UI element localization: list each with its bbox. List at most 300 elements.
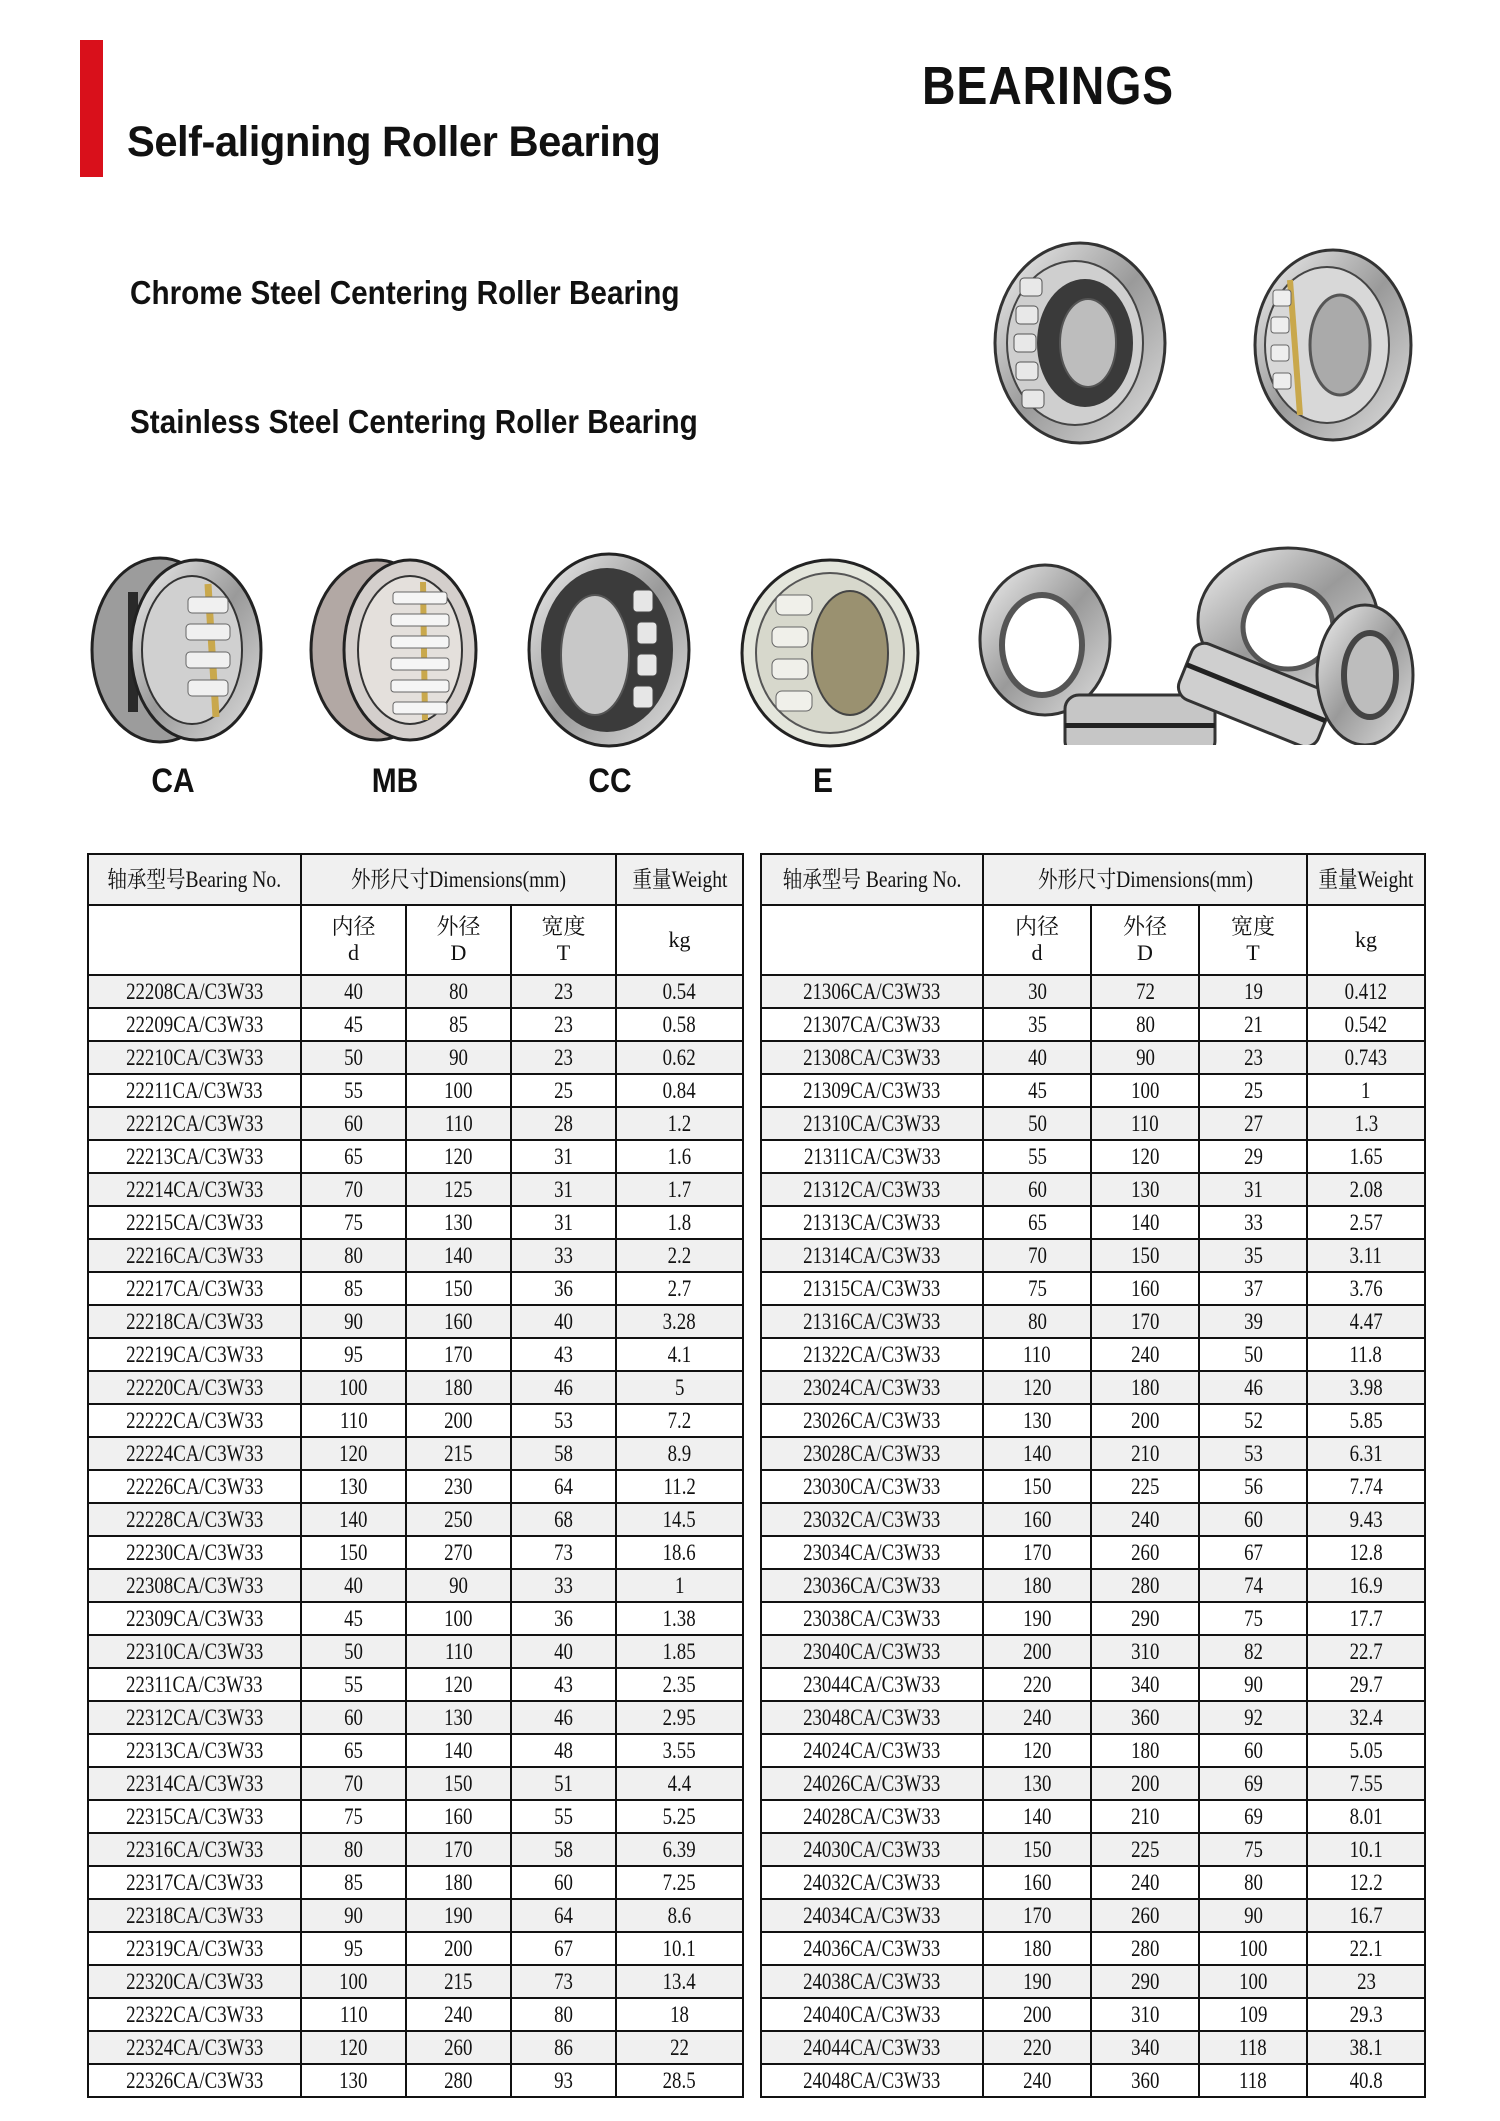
cell-bearing-no: 22322CA/C3W33 — [88, 1998, 301, 2031]
table-row — [88, 2064, 743, 2097]
cell-weight: 3.28 — [616, 1305, 743, 1338]
cell-bearing-no: 21310CA/C3W33 — [761, 1107, 983, 1140]
cell-width: 75 — [1199, 1602, 1307, 1635]
cell-outer-diameter: 100 — [1091, 1074, 1199, 1107]
cell-width: 100 — [1199, 1965, 1307, 1998]
cell-inner-diameter: 85 — [301, 1272, 406, 1305]
cell-weight: 1.38 — [616, 1602, 743, 1635]
cell-bearing-no: 23048CA/C3W33 — [761, 1701, 983, 1734]
subheader-outer-diameter: 外径 D — [1091, 905, 1199, 975]
table-row — [761, 1239, 1425, 1272]
cell-outer-diameter: 180 — [406, 1866, 511, 1899]
cell-outer-diameter: 110 — [1091, 1107, 1199, 1140]
cell-weight: 0.58 — [616, 1008, 743, 1041]
table-row — [88, 1437, 743, 1470]
cell-bearing-no: 21314CA/C3W33 — [761, 1239, 983, 1272]
cell-bearing-no: 22215CA/C3W33 — [88, 1206, 301, 1239]
cell-width: 35 — [1199, 1239, 1307, 1272]
cell-bearing-no: 22309CA/C3W33 — [88, 1602, 301, 1635]
table-subheader-row — [761, 905, 1425, 975]
cell-weight: 7.55 — [1307, 1767, 1425, 1800]
cell-width: 80 — [511, 1998, 616, 2031]
cell-weight: 2.08 — [1307, 1173, 1425, 1206]
cell-weight: 11.2 — [616, 1470, 743, 1503]
cell-inner-diameter: 120 — [301, 1437, 406, 1470]
table-row — [88, 1866, 743, 1899]
cell-outer-diameter: 260 — [1091, 1536, 1199, 1569]
cell-bearing-no: 22213CA/C3W33 — [88, 1140, 301, 1173]
cell-outer-diameter: 360 — [1091, 2064, 1199, 2097]
cell-weight: 23 — [1307, 1965, 1425, 1998]
header-dimensions: 外形尺寸Dimensions(mm) — [983, 854, 1307, 905]
cell-inner-diameter: 90 — [301, 1899, 406, 1932]
cell-width: 37 — [1199, 1272, 1307, 1305]
cell-width: 51 — [511, 1767, 616, 1800]
table-header-row — [761, 854, 1425, 905]
table-row — [761, 1965, 1425, 1998]
table-row — [88, 1503, 743, 1536]
cell-outer-diameter: 225 — [1091, 1470, 1199, 1503]
cell-bearing-no: 21307CA/C3W33 — [761, 1008, 983, 1041]
cell-weight: 3.11 — [1307, 1239, 1425, 1272]
table-row — [761, 1602, 1425, 1635]
cell-bearing-no: 24024CA/C3W33 — [761, 1734, 983, 1767]
cell-inner-diameter: 100 — [301, 1371, 406, 1404]
cell-width: 64 — [511, 1470, 616, 1503]
cell-width: 80 — [1199, 1866, 1307, 1899]
cell-weight: 6.31 — [1307, 1437, 1425, 1470]
cell-width: 33 — [1199, 1206, 1307, 1239]
cell-outer-diameter: 100 — [406, 1074, 511, 1107]
cell-width: 118 — [1199, 2064, 1307, 2097]
table-row — [88, 1338, 743, 1371]
cell-width: 31 — [511, 1140, 616, 1173]
cell-outer-diameter: 160 — [1091, 1272, 1199, 1305]
bearing-cc-photo-icon — [525, 550, 693, 750]
cell-inner-diameter: 130 — [301, 2064, 406, 2097]
cell-weight: 1.85 — [616, 1635, 743, 1668]
cell-outer-diameter: 80 — [1091, 1008, 1199, 1041]
cell-inner-diameter: 65 — [301, 1734, 406, 1767]
cell-weight: 4.4 — [616, 1767, 743, 1800]
cell-inner-diameter: 45 — [983, 1074, 1091, 1107]
cell-outer-diameter: 150 — [406, 1767, 511, 1800]
cell-width: 27 — [1199, 1107, 1307, 1140]
cell-inner-diameter: 130 — [983, 1404, 1091, 1437]
cell-inner-diameter: 60 — [301, 1701, 406, 1734]
cell-bearing-no: 22308CA/C3W33 — [88, 1569, 301, 1602]
cell-bearing-no: 22228CA/C3W33 — [88, 1503, 301, 1536]
subheader-kg: kg — [616, 905, 743, 975]
cell-width: 36 — [511, 1272, 616, 1305]
subheader-inner-diameter: 内径 d — [983, 905, 1091, 975]
brand-heading: BEARINGS — [922, 56, 1175, 116]
cell-inner-diameter: 190 — [983, 1965, 1091, 1998]
cell-outer-diameter: 180 — [406, 1371, 511, 1404]
cell-bearing-no: 24032CA/C3W33 — [761, 1866, 983, 1899]
table-row — [88, 1272, 743, 1305]
cell-outer-diameter: 160 — [406, 1305, 511, 1338]
cell-weight: 29.7 — [1307, 1668, 1425, 1701]
table-row — [761, 1272, 1425, 1305]
cell-inner-diameter: 140 — [983, 1437, 1091, 1470]
cell-width: 55 — [511, 1800, 616, 1833]
cell-bearing-no: 22314CA/C3W33 — [88, 1767, 301, 1800]
table-row — [88, 2031, 743, 2064]
cell-bearing-no: 24040CA/C3W33 — [761, 1998, 983, 2031]
cell-bearing-no: 22226CA/C3W33 — [88, 1470, 301, 1503]
cell-inner-diameter: 50 — [301, 1635, 406, 1668]
cell-weight: 18.6 — [616, 1536, 743, 1569]
cell-weight: 1 — [616, 1569, 743, 1602]
cell-inner-diameter: 130 — [301, 1470, 406, 1503]
table-row — [88, 1206, 743, 1239]
cell-bearing-no: 22220CA/C3W33 — [88, 1371, 301, 1404]
cell-width: 92 — [1199, 1701, 1307, 1734]
cell-width: 100 — [1199, 1932, 1307, 1965]
cell-outer-diameter: 210 — [1091, 1437, 1199, 1470]
cell-bearing-no: 24034CA/C3W33 — [761, 1899, 983, 1932]
subheader-width: 宽度 T — [1199, 905, 1307, 975]
cell-weight: 1.3 — [1307, 1107, 1425, 1140]
cell-outer-diameter: 260 — [1091, 1899, 1199, 1932]
cell-bearing-no: 22320CA/C3W33 — [88, 1965, 301, 1998]
table-row — [761, 1833, 1425, 1866]
cell-outer-diameter: 85 — [406, 1008, 511, 1041]
cell-inner-diameter: 30 — [983, 975, 1091, 1008]
table-row — [88, 1734, 743, 1767]
table-row — [88, 1998, 743, 2031]
cell-outer-diameter: 130 — [406, 1701, 511, 1734]
cell-width: 74 — [1199, 1569, 1307, 1602]
cell-bearing-no: 22214CA/C3W33 — [88, 1173, 301, 1206]
table-row — [761, 1338, 1425, 1371]
cell-outer-diameter: 240 — [406, 1998, 511, 2031]
cell-outer-diameter: 180 — [1091, 1734, 1199, 1767]
cell-bearing-no: 21322CA/C3W33 — [761, 1338, 983, 1371]
cell-weight: 5.05 — [1307, 1734, 1425, 1767]
bearing-type-label-e: E — [813, 762, 833, 800]
cell-bearing-no: 21311CA/C3W33 — [761, 1140, 983, 1173]
cell-inner-diameter: 65 — [301, 1140, 406, 1173]
cell-width: 58 — [511, 1437, 616, 1470]
cell-outer-diameter: 290 — [1091, 1602, 1199, 1635]
cell-bearing-no: 24038CA/C3W33 — [761, 1965, 983, 1998]
table-row — [761, 1668, 1425, 1701]
cell-weight: 22.7 — [1307, 1635, 1425, 1668]
cell-outer-diameter: 360 — [1091, 1701, 1199, 1734]
bearing-photo-black-cage-icon — [980, 238, 1170, 448]
cell-inner-diameter: 180 — [983, 1569, 1091, 1602]
cell-outer-diameter: 310 — [1091, 1635, 1199, 1668]
cell-width: 40 — [511, 1305, 616, 1338]
cell-weight: 18 — [616, 1998, 743, 2031]
table-row — [761, 1800, 1425, 1833]
cell-bearing-no: 22222CA/C3W33 — [88, 1404, 301, 1437]
table-row — [761, 1932, 1425, 1965]
table-row — [761, 1998, 1425, 2031]
cell-bearing-no: 22218CA/C3W33 — [88, 1305, 301, 1338]
cell-width: 68 — [511, 1503, 616, 1536]
cell-bearing-no: 22311CA/C3W33 — [88, 1668, 301, 1701]
table-row — [761, 1536, 1425, 1569]
cell-weight: 3.55 — [616, 1734, 743, 1767]
table-row — [88, 1239, 743, 1272]
cell-bearing-no: 23034CA/C3W33 — [761, 1536, 983, 1569]
cell-width: 23 — [511, 975, 616, 1008]
table-row — [88, 1569, 743, 1602]
cell-inner-diameter: 120 — [301, 2031, 406, 2064]
cell-inner-diameter: 150 — [983, 1470, 1091, 1503]
cell-inner-diameter: 120 — [983, 1734, 1091, 1767]
cell-width: 23 — [511, 1008, 616, 1041]
subheader-inner-diameter: 内径 d — [301, 905, 406, 975]
cell-bearing-no: 22324CA/C3W33 — [88, 2031, 301, 2064]
cell-weight: 4.1 — [616, 1338, 743, 1371]
cell-weight: 4.47 — [1307, 1305, 1425, 1338]
cell-inner-diameter: 55 — [301, 1074, 406, 1107]
cell-bearing-no: 24036CA/C3W33 — [761, 1932, 983, 1965]
cell-weight: 2.7 — [616, 1272, 743, 1305]
cell-inner-diameter: 160 — [983, 1503, 1091, 1536]
cell-bearing-no: 21316CA/C3W33 — [761, 1305, 983, 1338]
cell-outer-diameter: 240 — [1091, 1866, 1199, 1899]
cell-weight: 10.1 — [1307, 1833, 1425, 1866]
cell-inner-diameter: 75 — [983, 1272, 1091, 1305]
table-row — [88, 1635, 743, 1668]
cell-bearing-no: 23036CA/C3W33 — [761, 1569, 983, 1602]
table-row — [88, 1701, 743, 1734]
cell-width: 33 — [511, 1569, 616, 1602]
cell-width: 46 — [511, 1701, 616, 1734]
table-row — [761, 1371, 1425, 1404]
cell-inner-diameter: 240 — [983, 1701, 1091, 1734]
cell-weight: 29.3 — [1307, 1998, 1425, 2031]
cell-inner-diameter: 95 — [301, 1932, 406, 1965]
cell-weight: 28.5 — [616, 2064, 743, 2097]
cell-outer-diameter: 125 — [406, 1173, 511, 1206]
cell-outer-diameter: 270 — [406, 1536, 511, 1569]
cell-width: 40 — [511, 1635, 616, 1668]
cell-bearing-no: 23026CA/C3W33 — [761, 1404, 983, 1437]
cell-outer-diameter: 130 — [406, 1206, 511, 1239]
bearing-photo-brass-cage-icon — [1245, 245, 1415, 445]
cell-inner-diameter: 220 — [983, 2031, 1091, 2064]
cell-weight: 5.85 — [1307, 1404, 1425, 1437]
table-row — [761, 975, 1425, 1008]
table-row — [88, 1668, 743, 1701]
cell-bearing-no: 22312CA/C3W33 — [88, 1701, 301, 1734]
cell-outer-diameter: 215 — [406, 1437, 511, 1470]
cell-inner-diameter: 70 — [301, 1173, 406, 1206]
cell-bearing-no: 21309CA/C3W33 — [761, 1074, 983, 1107]
table-row — [88, 1767, 743, 1800]
cell-bearing-no: 22216CA/C3W33 — [88, 1239, 301, 1272]
bearing-type-label-cc: CC — [588, 762, 632, 800]
table-row — [761, 1635, 1425, 1668]
cell-outer-diameter: 200 — [1091, 1767, 1199, 1800]
cell-width: 31 — [511, 1173, 616, 1206]
cell-inner-diameter: 110 — [301, 1998, 406, 2031]
cell-width: 73 — [511, 1965, 616, 1998]
cell-outer-diameter: 130 — [1091, 1173, 1199, 1206]
cell-bearing-no: 22230CA/C3W33 — [88, 1536, 301, 1569]
cell-width: 28 — [511, 1107, 616, 1140]
cell-width: 58 — [511, 1833, 616, 1866]
subheader-width: 宽度 T — [511, 905, 616, 975]
cell-weight: 10.1 — [616, 1932, 743, 1965]
cell-weight: 2.57 — [1307, 1206, 1425, 1239]
cell-width: 31 — [511, 1206, 616, 1239]
cell-outer-diameter: 90 — [406, 1569, 511, 1602]
table-row — [88, 1932, 743, 1965]
cell-inner-diameter: 200 — [983, 1635, 1091, 1668]
cell-bearing-no: 21308CA/C3W33 — [761, 1041, 983, 1074]
cell-inner-diameter: 50 — [983, 1107, 1091, 1140]
cell-inner-diameter: 110 — [301, 1404, 406, 1437]
cell-weight: 22.1 — [1307, 1932, 1425, 1965]
table-row — [761, 1140, 1425, 1173]
bearing-mb-photo-icon — [305, 552, 483, 747]
cell-width: 64 — [511, 1899, 616, 1932]
cell-width: 33 — [511, 1239, 616, 1272]
cell-width: 53 — [1199, 1437, 1307, 1470]
cell-inner-diameter: 70 — [983, 1239, 1091, 1272]
cell-width: 60 — [1199, 1734, 1307, 1767]
cell-bearing-no: 23040CA/C3W33 — [761, 1635, 983, 1668]
cell-inner-diameter: 50 — [301, 1041, 406, 1074]
cell-width: 21 — [1199, 1008, 1307, 1041]
table-row — [88, 1041, 743, 1074]
cell-width: 73 — [511, 1536, 616, 1569]
cell-width: 109 — [1199, 1998, 1307, 2031]
cell-width: 67 — [1199, 1536, 1307, 1569]
cell-inner-diameter: 140 — [301, 1503, 406, 1536]
cell-inner-diameter: 55 — [983, 1140, 1091, 1173]
table-row — [88, 1470, 743, 1503]
cell-inner-diameter: 40 — [301, 975, 406, 1008]
cell-outer-diameter: 240 — [1091, 1503, 1199, 1536]
bearing-group-photo-icon — [970, 545, 1420, 745]
cell-width: 86 — [511, 2031, 616, 2064]
cell-outer-diameter: 280 — [1091, 1569, 1199, 1602]
subheader-outer-diameter: 外径 D — [406, 905, 511, 975]
cell-outer-diameter: 120 — [406, 1140, 511, 1173]
table-row — [88, 1107, 743, 1140]
table-row — [761, 2031, 1425, 2064]
cell-weight: 6.39 — [616, 1833, 743, 1866]
cell-width: 75 — [1199, 1833, 1307, 1866]
cell-inner-diameter: 150 — [301, 1536, 406, 1569]
cell-weight: 22 — [616, 2031, 743, 2064]
cell-outer-diameter: 190 — [406, 1899, 511, 1932]
cell-outer-diameter: 150 — [406, 1272, 511, 1305]
cell-outer-diameter: 280 — [406, 2064, 511, 2097]
cell-outer-diameter: 140 — [1091, 1206, 1199, 1239]
cell-inner-diameter: 40 — [301, 1569, 406, 1602]
spec-table-left — [87, 853, 744, 2098]
table-row — [761, 1008, 1425, 1041]
cell-inner-diameter: 240 — [983, 2064, 1091, 2097]
header-dimensions: 外形尺寸Dimensions(mm) — [301, 854, 616, 905]
cell-outer-diameter: 340 — [1091, 1668, 1199, 1701]
table-row — [761, 1107, 1425, 1140]
cell-outer-diameter: 120 — [1091, 1140, 1199, 1173]
subheader-blank — [761, 905, 983, 975]
page-title: Self-aligning Roller Bearing — [127, 118, 661, 166]
cell-inner-diameter: 90 — [301, 1305, 406, 1338]
cell-weight: 0.84 — [616, 1074, 743, 1107]
table-row — [88, 1008, 743, 1041]
cell-inner-diameter: 110 — [983, 1338, 1091, 1371]
cell-weight: 7.74 — [1307, 1470, 1425, 1503]
cell-outer-diameter: 150 — [1091, 1239, 1199, 1272]
cell-bearing-no: 24048CA/C3W33 — [761, 2064, 983, 2097]
cell-inner-diameter: 150 — [983, 1833, 1091, 1866]
table-row — [88, 1140, 743, 1173]
table-row — [761, 1569, 1425, 1602]
table-row — [761, 1437, 1425, 1470]
cell-inner-diameter: 100 — [301, 1965, 406, 1998]
cell-width: 23 — [1199, 1041, 1307, 1074]
cell-weight: 40.8 — [1307, 2064, 1425, 2097]
subtitle-stainless-steel: Stainless Steel Centering Roller Bearing — [130, 403, 698, 440]
table-header-row — [88, 854, 743, 905]
cell-width: 23 — [511, 1041, 616, 1074]
cell-outer-diameter: 90 — [406, 1041, 511, 1074]
cell-width: 36 — [511, 1602, 616, 1635]
cell-bearing-no: 23044CA/C3W33 — [761, 1668, 983, 1701]
cell-bearing-no: 22211CA/C3W33 — [88, 1074, 301, 1107]
header-bearing-no: 轴承型号Bearing No. — [88, 854, 301, 905]
cell-inner-diameter: 80 — [983, 1305, 1091, 1338]
cell-weight: 38.1 — [1307, 2031, 1425, 2064]
cell-outer-diameter: 290 — [1091, 1965, 1199, 1998]
cell-inner-diameter: 200 — [983, 1998, 1091, 2031]
cell-inner-diameter: 35 — [983, 1008, 1091, 1041]
cell-width: 69 — [1199, 1800, 1307, 1833]
table-row — [88, 1305, 743, 1338]
table-row — [761, 1305, 1425, 1338]
cell-weight: 1.65 — [1307, 1140, 1425, 1173]
table-row — [88, 1899, 743, 1932]
cell-width: 60 — [511, 1866, 616, 1899]
cell-inner-diameter: 95 — [301, 1338, 406, 1371]
cell-inner-diameter: 55 — [301, 1668, 406, 1701]
spec-table-right — [760, 853, 1426, 2098]
table-row — [761, 1206, 1425, 1239]
cell-weight: 14.5 — [616, 1503, 743, 1536]
cell-inner-diameter: 120 — [983, 1371, 1091, 1404]
cell-width: 39 — [1199, 1305, 1307, 1338]
cell-outer-diameter: 200 — [406, 1404, 511, 1437]
table-row — [761, 1503, 1425, 1536]
cell-bearing-no: 22210CA/C3W33 — [88, 1041, 301, 1074]
cell-outer-diameter: 100 — [406, 1602, 511, 1635]
cell-weight: 32.4 — [1307, 1701, 1425, 1734]
cell-outer-diameter: 180 — [1091, 1371, 1199, 1404]
table-row — [761, 1074, 1425, 1107]
cell-bearing-no: 24026CA/C3W33 — [761, 1767, 983, 1800]
cell-weight: 5.25 — [616, 1800, 743, 1833]
cell-bearing-no: 22208CA/C3W33 — [88, 975, 301, 1008]
table-row — [761, 1041, 1425, 1074]
cell-inner-diameter: 180 — [983, 1932, 1091, 1965]
cell-weight: 1.6 — [616, 1140, 743, 1173]
table-row — [88, 1404, 743, 1437]
cell-outer-diameter: 310 — [1091, 1998, 1199, 2031]
table-row — [761, 1470, 1425, 1503]
